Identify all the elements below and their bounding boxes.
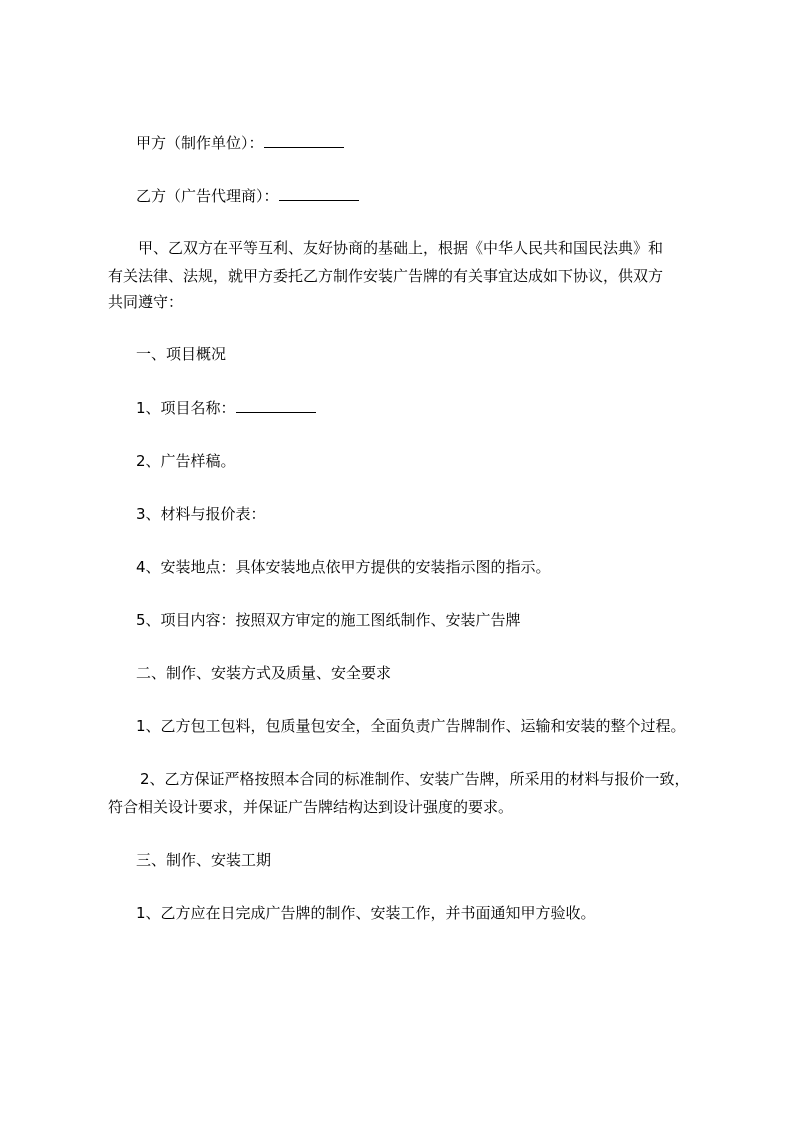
section-1-item-5: 5、项目内容：按照双方审定的施工图纸制作、安装广告牌 [136,611,521,629]
section-1-item-3: 3、材料与报价表： [136,505,266,523]
party-a-label: 甲方（制作单位）： [136,134,264,152]
section-1-item-4: 4、安装地点：具体安装地点依甲方提供的安装指示图的指示。 [136,558,551,576]
party-a-blank[interactable] [264,133,344,148]
section-2-item-1: 1、乙方包工包料，包质量包安全，全面负责广告牌制作、运输和安装的整个过程。 [136,717,686,735]
preamble-line-2: 有关法律、法规，就甲方委托乙方制作安装广告牌的有关事宜达成如下协议，供双方 [108,267,664,285]
project-name-label: 1、项目名称： [136,399,236,417]
section-3-heading: 三、制作、安装工期 [136,851,272,869]
section-1-item-2: 2、广告样稿。 [136,452,236,470]
section-3-item-1: 1、乙方应在日完成广告牌的制作、安装工作，并书面通知甲方验收。 [136,904,596,922]
section-2-item-2-line-1: 2、乙方保证严格按照本合同的标准制作、安装广告牌，所采用的材料与报价一致， [140,770,690,788]
party-a-line [136,133,344,153]
party-b-line [136,186,359,206]
preamble-line-3: 共同遵守： [108,293,184,311]
section-2-item-2-line-2: 符合相关设计要求，并保证广告牌结构达到设计强度的要求。 [108,798,514,816]
section-2-heading: 二、制作、安装方式及质量、安全要求 [136,664,392,682]
section-1-item-1 [136,398,316,418]
preamble-line-1: 甲、乙双方在平等互利、友好协商的基础上，根据《中华人民共和国民法典》和 [138,239,664,257]
project-name-blank[interactable] [236,398,316,413]
section-1-heading: 一、项目概况 [136,345,227,363]
party-b-label: 乙方（广告代理商）： [136,187,279,205]
party-b-blank[interactable] [279,186,359,201]
